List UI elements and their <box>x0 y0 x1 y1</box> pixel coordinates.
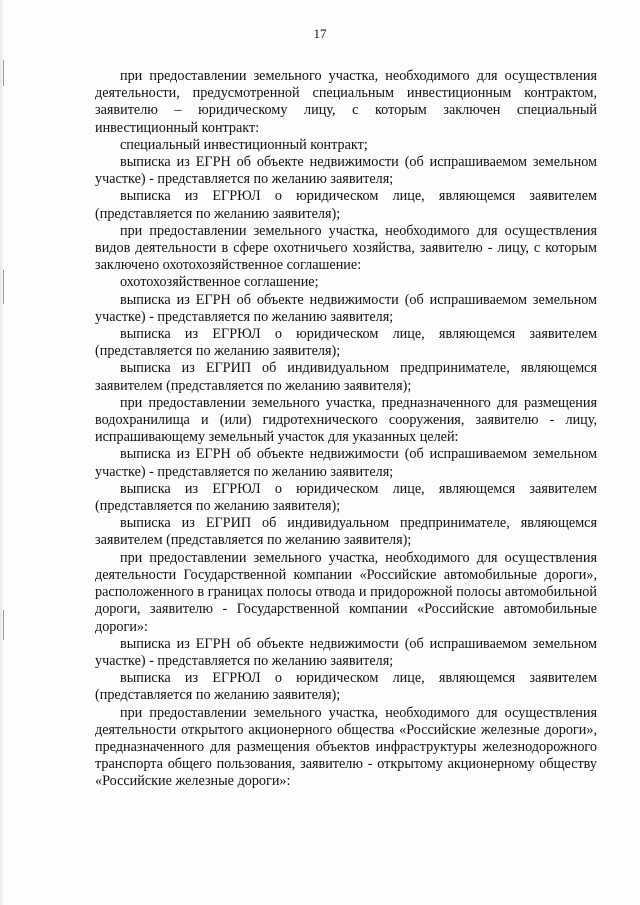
paragraph: выписка из ЕГРН об объекте недвижимости (об испрашиваемом земельном участке) - представляется по желанию заявителя; <box>95 635 597 669</box>
paragraph: выписка из ЕГРН об объекте недвижимости (об испрашиваемом земельном участке) - представляется по желанию заявителя; <box>95 446 597 480</box>
paragraph: выписка из ЕГРЮЛ о юридическом лице, являющемся заявителем (представляется по желанию заявителя); <box>95 480 597 515</box>
scan-edge <box>0 0 4 905</box>
paragraph: охотохозяйственное соглашение; <box>120 274 319 291</box>
scan-mark <box>3 270 4 304</box>
scan-mark <box>3 60 4 86</box>
paragraph: выписка из ЕГРН об объекте недвижимости (об испрашиваемом земельном участке) - представляется по желанию заявителя; <box>95 154 597 188</box>
page-number: 17 <box>313 26 327 41</box>
paragraph: при предоставлении земельного участка, необходимого для осуществления деятельности, предусмотренной специальным инвестиционным контрактом, заявителю – юридическому лицу, с которым заключен специальный инвестиционный контракт: <box>95 68 597 136</box>
paragraph: выписка из ЕГРЮЛ о юридическом лице, являющемся заявителем (представляется по желанию заявителя); <box>95 326 597 360</box>
paragraph: при предоставлении земельного участка, предназначенного для размещения водохранилища и (или) гидротехнического сооружения, заявителю - лицу, испрашивающему земельный участок для указанных целей: <box>95 394 597 446</box>
paragraph: выписка из ЕГРН об объекте недвижимости (об испрашиваемом земельном участке) - представляется по желанию заявителя; <box>95 291 597 325</box>
paragraph: специальный инвестиционный контракт; <box>120 136 368 153</box>
scan-mark <box>3 610 4 640</box>
paragraph: при предоставлении земельного участка, необходимого для осуществления деятельности Государственной компании «Российские автомобильные дороги», расположенного в границах полосы отвода и придорожной полосы автомобильной дороги, заявителю - Государственной компании «Российские автомобильные дороги»: <box>95 549 597 635</box>
paragraph: выписка из ЕГРЮЛ о юридическом лице, являющемся заявителем (представляется по желанию заявителя); <box>95 670 597 704</box>
paragraph: при предоставлении земельного участка, необходимого для осуществления деятельности открытого акционерного общества «Российские железные дороги», предназначенного для размещения объектов инфраструктуры железнодорожного транспорта общего пользования, заявителю - открытому акционерному обществу «Российские железные дороги»: <box>95 704 597 790</box>
paragraph: выписка из ЕГРИП об индивидуальном предпринимателе, являющемся заявителем (представляется по желанию заявителя); <box>95 515 597 549</box>
paragraph: выписка из ЕГРЮЛ о юридическом лице, являющемся заявителем (представляется по желанию заявителя); <box>95 188 597 222</box>
paragraph: выписка из ЕГРИП об индивидуальном предпринимателе, являющемся заявителем (представляется по желанию заявителя); <box>95 360 597 394</box>
document-body <box>95 68 597 791</box>
paragraph: при предоставлении земельного участка, необходимого для осуществления видов деятельности в сфере охотничьего хозяйства, заявителю - лицу, с которым заключено охотохозяйственное соглашение: <box>95 222 597 274</box>
